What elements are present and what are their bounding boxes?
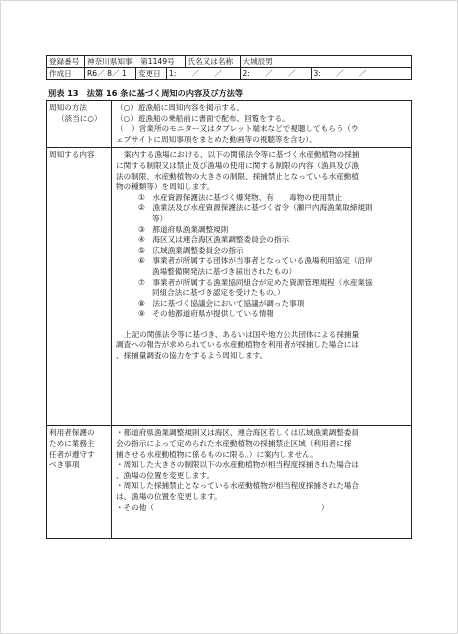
registration-table [46, 55, 412, 80]
duty-line: ・周知した採捕禁止となっている水産動植物が相当程度採捕された場合 [116, 481, 359, 491]
created-date: R6／ 8／ 1 [85, 68, 136, 80]
change-date-1: 1: ／ ／ [167, 68, 241, 80]
duty-line: は、漁場の位置を変更します。 [116, 491, 222, 501]
dates-row [47, 68, 412, 80]
content-item: ⑧ 法に基づく協議会において協議が調った事項 [138, 298, 305, 308]
created-month: 8 [107, 68, 112, 78]
content-closing-line: 上記の関係法令等に基づき、あるいは国や地方公共団体による採捕量 [124, 329, 360, 339]
duty-line: ・その他（ ） [116, 502, 329, 512]
content-item-cont: 同組合法に基づき認定を受けたもの。） [152, 288, 285, 298]
content-item: ⑨ その他都道府県が提供している情報 [138, 309, 274, 319]
content-closing-line: 調査への報告が求められている水産動植物を利用者が採捕した場合には [116, 340, 359, 350]
registration-row [47, 56, 412, 68]
section-title: 別表 13 法第 16 条に基づく周知の内容及び方法等 [48, 88, 244, 98]
name-value: 大城辰男 [240, 56, 412, 68]
created-era: R6 [87, 68, 98, 78]
method-label-line: 周知の方法 [49, 103, 87, 112]
content-item-cont: 等） [152, 213, 168, 223]
content-item: ⑤ 広域漁業調整委員会の指示 [138, 245, 244, 255]
method-row [47, 101, 412, 148]
reg-label: 登録番号 [47, 56, 85, 68]
method-label [47, 101, 112, 148]
content-item: ① 水産資源保護法に基づく爆発物、有 毒物の使用禁止 [138, 192, 343, 202]
change-date-3: 3: ／ ／ [311, 68, 412, 80]
method-line: （ ）営業所のモニター又はタブレット端末などで視聴してもらう（ウ [116, 124, 359, 134]
duty-line: ・都道府県漁業調整規則又は海区、連合海区若しくは広域漁業調整委員 [116, 428, 359, 438]
content-intro-line: 法の制限、水産動植物の大きさの制限、採捕禁止となっている水産動植 [116, 171, 359, 181]
duties-label [47, 426, 112, 539]
content-closing-line: 、採捕量調査の協力をするよう周知します。 [116, 351, 268, 361]
duties-label-line: ために業務主 [49, 438, 95, 448]
content-intro-line: 案内する漁場における、以下の関係法令等に基づく水産動植物の採捕 [124, 150, 360, 160]
created-day: 1 [121, 68, 127, 78]
notice-table [46, 100, 412, 539]
name-label: 氏名又は名称 [185, 56, 240, 68]
duty-line: 捕させる水産動植物に係るものに限る。）に案内しません。 [116, 449, 318, 459]
duties-label-line: 任者が遵守す [49, 449, 95, 459]
reg-value: 神奈川県知事 第1149号 [85, 56, 186, 68]
created-label: 作成日 [47, 68, 85, 80]
duty-line: 会の指示によって定められた水産動植物の採捕禁止区域（利用者に採 [116, 438, 352, 448]
content-intro-line: に関する制限又は禁止及び漁場の使用に関する制限の内容（漁具及び漁 [116, 160, 359, 170]
duty-line: 、漁場の位置を変更します。 [116, 470, 215, 480]
method-label-line: （該当に○） [57, 113, 102, 123]
content-body [112, 148, 412, 426]
content-item: ⑦ 事業者が所属する漁業協同組合が定めた資源管理規程（水産業協 [138, 277, 373, 287]
duties-label-line: 利用者保護の [49, 428, 95, 438]
content-item: ③ 都道府県漁業調整規則 [138, 224, 229, 234]
method-line: ェブサイトに周知事項をまとめた動画等の視聴等を含む）。 [116, 134, 317, 144]
content-item: ② 漁業法及び水産資源保護法に基づく省令（瀬戸内海漁業取締規則 [138, 203, 373, 213]
content-item: ④ 海区又は連合海区漁業調整委員会の指示 [138, 235, 290, 245]
spacer [116, 320, 408, 330]
content-row [47, 148, 412, 426]
duties-body [112, 426, 412, 539]
content-intro-line: 物の種類等）を周知します。 [116, 182, 215, 192]
method-line: （○）遊漁船に周知内容を掲示する。 [116, 103, 245, 112]
method-line: （○）遊漁船の乗船前に書面で配布、回覧をする。 [116, 113, 290, 123]
content-item: ⑥ 事業者が所属する団体が当事者となっている漁場利用協定（沿岸 [138, 256, 373, 266]
duty-line: ・周知した大きさの制限以下の水産動植物が相当程度採捕された場合は [116, 460, 359, 470]
changed-label: 変更日 [136, 68, 167, 80]
duties-row [47, 426, 412, 539]
content-item-cont: 漁場整備開発法に基づき届出されたもの） [152, 266, 297, 276]
content-label: 周知する内容 [47, 148, 112, 426]
duties-label-line: べき事項 [49, 460, 80, 470]
change-date-2: 2: ／ ／ [240, 68, 311, 80]
method-content [112, 101, 412, 148]
